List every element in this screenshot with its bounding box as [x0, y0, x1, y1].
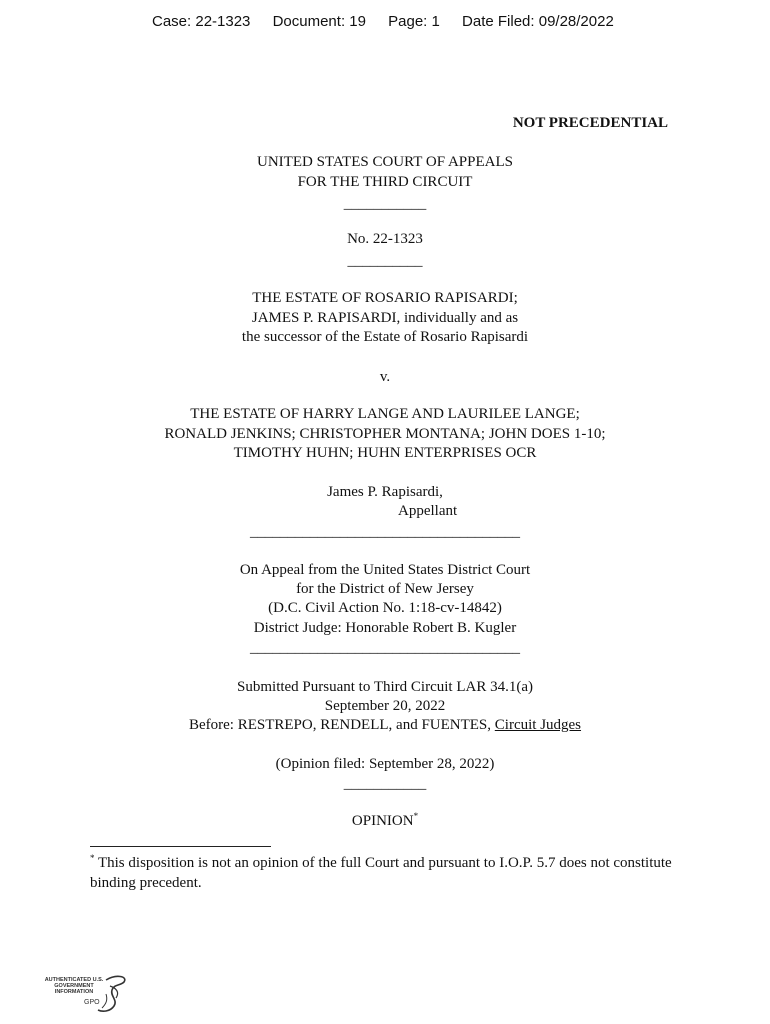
appeal-line1: On Appeal from the United States District Court: [239, 562, 531, 578]
date-filed: Date Filed: 09/28/2022: [462, 13, 614, 30]
footnote-reference: *: [413, 811, 419, 821]
opinion-filed: (Opinion filed: September 28, 2022): [275, 756, 495, 772]
court-name-line1: UNITED STATES COURT OF APPEALS: [257, 154, 513, 170]
separator: __________: [347, 253, 423, 269]
page-number: Page: 1: [388, 13, 440, 30]
not-precedential-label: NOT PRECEDENTIAL: [512, 115, 668, 131]
seal-gpo-label: GPO: [84, 999, 100, 1006]
appeal-line2: for the District of New Jersey: [296, 581, 474, 597]
versus: v.: [379, 369, 391, 385]
appeal-line3: (D.C. Civil Action No. 1:18-cv-14842): [268, 600, 502, 616]
footnote: [90, 853, 680, 893]
separator: ____________________________________: [250, 640, 520, 656]
before-judges: [0, 715, 770, 735]
plaintiff-line2: JAMES P. RAPISARDI, individually and as: [251, 310, 519, 326]
before-judges-prefix: Before: RESTREPO, RENDELL, and FUENTES,: [188, 717, 495, 733]
separator: ____________________________________: [250, 524, 520, 540]
submission-date: September 20, 2022: [324, 698, 446, 714]
circuit-judges-label: Circuit Judges: [494, 717, 582, 733]
seal-text: AUTHENTICATED U.S. GOVERNMENT INFORMATION: [44, 977, 104, 995]
case-number: Case: 22-1323: [152, 13, 251, 30]
opinion-title: [0, 811, 770, 831]
defendant-line1: THE ESTATE OF HARRY LANGE AND LAURILEE LANGE;: [190, 406, 580, 422]
footnote-divider: [90, 846, 271, 847]
appellant-role: Appellant: [398, 503, 458, 519]
footnote-text: This disposition is not an opinion of the full Court and pursuant to I.O.P. 5.7 does not constitute binding precedent.: [90, 855, 672, 891]
eagle-icon: [44, 972, 130, 1016]
appeal-line4: District Judge: Honorable Robert B. Kugler: [253, 620, 517, 636]
opinion-title-text: OPINION: [351, 813, 414, 829]
plaintiff-line3: the successor of the Estate of Rosario Rapisardi: [241, 329, 529, 345]
document-number: Document: 19: [272, 13, 366, 30]
separator: ___________: [343, 196, 427, 212]
court-name-line2: FOR THE THIRD CIRCUIT: [297, 174, 473, 190]
appellant-name: James P. Rapisardi,: [327, 484, 443, 500]
plaintiff-line1: THE ESTATE OF ROSARIO RAPISARDI;: [252, 290, 518, 306]
separator: ___________: [343, 776, 427, 792]
defendant-line2: RONALD JENKINS; CHRISTOPHER MONTANA; JOHN DOES 1-10;: [164, 426, 606, 442]
document-header: [152, 12, 614, 32]
submission-line1: Submitted Pursuant to Third Circuit LAR 34.1(a): [237, 679, 533, 695]
docket-number: No. 22-1323: [347, 231, 423, 247]
defendant-line3: TIMOTHY HUHN; HUHN ENTERPRISES OCR: [233, 445, 537, 461]
gpo-authentication-seal: [44, 972, 130, 1016]
footnote-marker: *: [90, 853, 95, 863]
